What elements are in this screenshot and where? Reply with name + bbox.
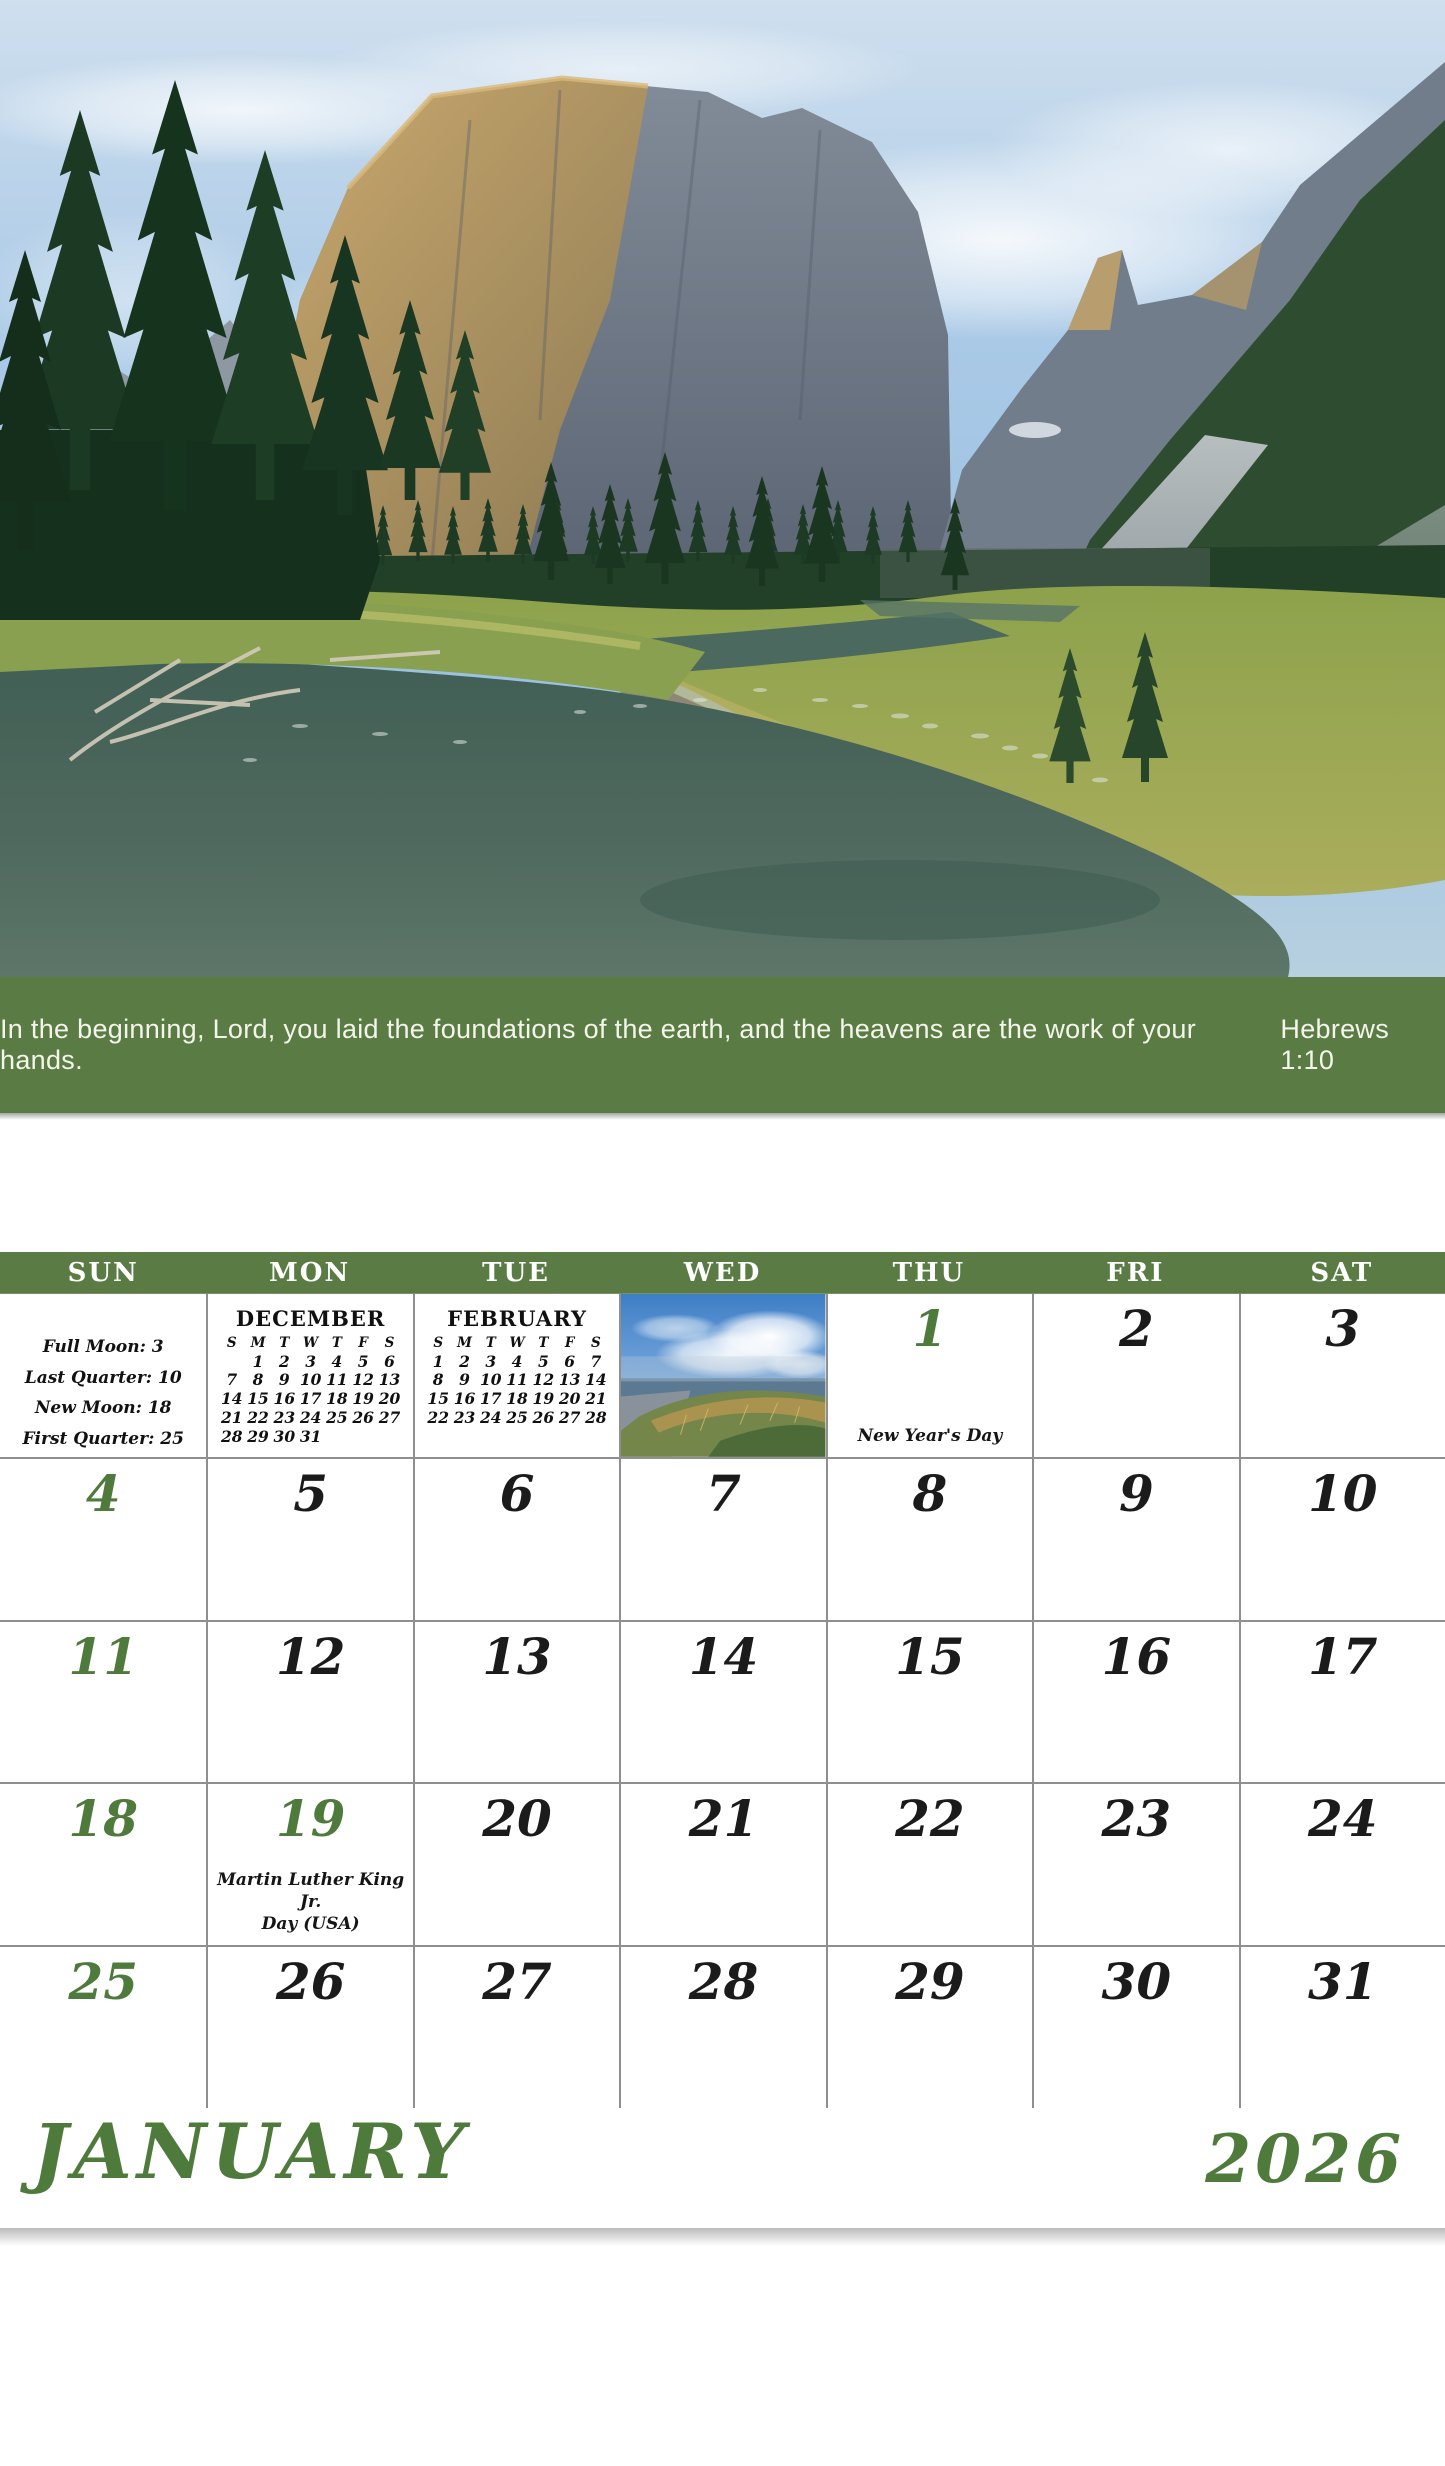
mini-calendar-grid [219, 1336, 403, 1446]
date-number: 1 [912, 1299, 948, 1358]
mini-date: 13 [378, 1370, 401, 1390]
calendar-cell [413, 1620, 619, 1783]
date-number: 11 [68, 1626, 138, 1686]
date-number: 22 [895, 1789, 965, 1849]
calendar-cell [1032, 1457, 1238, 1620]
calendar-cell [619, 1457, 825, 1620]
mini-date: 2 [459, 1351, 470, 1371]
date-number: 27 [482, 1952, 552, 2012]
date-number: 17 [1307, 1626, 1378, 1686]
mini-date: 10 [299, 1370, 322, 1390]
mini-date: 5 [537, 1351, 549, 1371]
calendar-cell [826, 1945, 1032, 2108]
mini-date: 6 [564, 1351, 576, 1371]
calendar-cell [619, 1620, 825, 1783]
mini-date [376, 1428, 402, 1446]
date-number: 5 [293, 1463, 329, 1523]
mini-date: 17 [299, 1389, 322, 1409]
calendar-cell [1239, 1620, 1445, 1783]
mini-date: 12 [532, 1370, 555, 1390]
mini-date: 14 [585, 1370, 607, 1390]
mini-date: 20 [558, 1389, 581, 1409]
mini-date: 21 [585, 1389, 607, 1409]
mini-calendar-february [415, 1306, 619, 1427]
mini-day-letter: T [279, 1335, 290, 1351]
mini-calendar-title: DECEMBER [235, 1306, 386, 1331]
mini-date: 15 [247, 1389, 269, 1409]
mini-date: 17 [479, 1389, 502, 1409]
date-number: 16 [1101, 1626, 1172, 1686]
mini-date: 26 [352, 1407, 374, 1427]
moon-phase-line: New Moon: 18 [34, 1398, 172, 1419]
calendar-cell [0, 1457, 206, 1620]
calendar-cell [1239, 1945, 1445, 2108]
day-header-tue: TUE [482, 1257, 550, 1288]
calendar-cell [619, 1945, 825, 2108]
mini-date: 16 [453, 1389, 476, 1409]
calendar-cell [826, 1457, 1032, 1620]
date-number: 10 [1307, 1463, 1378, 1523]
mini-date: 30 [273, 1426, 296, 1446]
calendar-cell [413, 1945, 619, 2108]
mini-date: 19 [532, 1389, 555, 1409]
date-number: 31 [1307, 1952, 1378, 2012]
mini-date: 24 [479, 1407, 502, 1427]
date-number: 26 [275, 1952, 346, 2012]
mini-date: 27 [378, 1407, 401, 1427]
calendar-cell [1239, 1457, 1445, 1620]
mini-day-letter: T [538, 1335, 549, 1351]
mini-calendar-grid [425, 1336, 609, 1427]
holiday-label: Martin Luther King Jr. Day (USA) [217, 1869, 405, 1935]
mini-date: 16 [273, 1389, 296, 1409]
mini-date: 4 [331, 1351, 343, 1371]
calendar-grid [0, 1294, 1445, 2108]
mini-day-letter: S [226, 1335, 237, 1351]
day-header-mon: MON [269, 1257, 351, 1288]
mini-date: 9 [459, 1370, 470, 1390]
calendar-cell [413, 1782, 619, 1945]
calendar-cell [826, 1782, 1032, 1945]
calendar-cell [206, 1782, 412, 1945]
date-number: 9 [1118, 1463, 1154, 1523]
mini-date: 7 [226, 1370, 238, 1390]
mini-date: 1 [432, 1351, 444, 1371]
date-number: 2 [1118, 1299, 1154, 1358]
mini-date: 28 [220, 1426, 243, 1446]
mini-day-letter: S [384, 1335, 395, 1351]
mini-date: 29 [247, 1426, 269, 1446]
date-number: 3 [1325, 1299, 1361, 1358]
day-header-sun: SUN [67, 1257, 139, 1288]
day-header-sat: SAT [1310, 1257, 1374, 1288]
calendar-cell [206, 1945, 412, 2108]
mini-date: 6 [384, 1351, 395, 1371]
date-number: 23 [1101, 1789, 1172, 1849]
hero-photo [0, 0, 1445, 977]
mini-date: 19 [352, 1389, 374, 1409]
beach-dunes-thumbnail-photo [621, 1294, 825, 1457]
date-number: 18 [68, 1789, 138, 1849]
verse-bar [0, 977, 1445, 1113]
calendar-cell [206, 1620, 412, 1783]
mini-date: 26 [532, 1407, 555, 1427]
mini-day-letter: T [485, 1335, 496, 1351]
mini-day-letter: F [358, 1335, 368, 1351]
mini-date: 24 [299, 1407, 322, 1427]
mini-date: 2 [278, 1351, 290, 1371]
calendar-cell [0, 1945, 206, 2108]
year-label: 2026 [1205, 2120, 1405, 2198]
date-number: 12 [275, 1626, 346, 1686]
mini-date: 22 [427, 1407, 449, 1427]
mini-date: 18 [506, 1389, 528, 1409]
mini-date: 13 [558, 1370, 581, 1390]
mini-day-letter: S [591, 1335, 601, 1351]
mini-date: 20 [378, 1389, 401, 1409]
mini-date: 25 [506, 1407, 528, 1427]
date-number: 13 [482, 1626, 552, 1686]
mini-date: 14 [220, 1389, 243, 1409]
mini-date [219, 1353, 245, 1371]
mini-date: 8 [432, 1370, 444, 1390]
mini-day-letter: M [457, 1335, 472, 1351]
date-number: 19 [275, 1789, 346, 1849]
moon-phase-line: Last Quarter: 10 [24, 1367, 182, 1388]
mini-date: 23 [273, 1407, 296, 1427]
mini-date: 18 [326, 1389, 348, 1409]
mini-date: 11 [506, 1370, 528, 1390]
day-header-thu: THU [892, 1257, 966, 1288]
calendar-cell [1032, 1620, 1238, 1783]
calendar-cell [1239, 1294, 1445, 1457]
mini-date: 7 [590, 1351, 602, 1371]
mini-day-letter: W [509, 1335, 525, 1351]
calendar-cell [826, 1620, 1032, 1783]
calendar-cell [619, 1782, 825, 1945]
mini-calendar-title: FEBRUARY [447, 1306, 587, 1331]
mini-date: 25 [326, 1407, 348, 1427]
mini-day-letter: T [331, 1335, 342, 1351]
calendar-cell [0, 1294, 206, 1457]
calendar-cell [413, 1457, 619, 1620]
calendar-cell [0, 1782, 206, 1945]
mini-date: 9 [278, 1370, 290, 1390]
mini-date: 8 [252, 1370, 264, 1390]
mountain-river-photo-illustration [0, 0, 1445, 977]
mini-date: 4 [511, 1351, 523, 1371]
moon-phase-line: First Quarter: 25 [22, 1428, 184, 1449]
date-number: 8 [912, 1463, 948, 1523]
mini-date: 1 [252, 1351, 264, 1371]
holiday-label: New Year's Day [857, 1425, 1003, 1446]
calendar-cell [1032, 1782, 1238, 1945]
verse-reference: Hebrews 1:10 [1280, 1014, 1390, 1075]
date-number: 25 [68, 1952, 138, 2012]
date-number: 28 [688, 1952, 759, 2012]
moon-phase-line: Full Moon: 3 [42, 1337, 164, 1357]
mini-date: 23 [453, 1407, 476, 1427]
date-number: 24 [1307, 1789, 1378, 1849]
page-bottom-shadow [0, 2228, 1445, 2246]
mini-date [350, 1428, 376, 1446]
mini-day-letter: W [303, 1335, 319, 1351]
month-title: JANUARY [32, 2107, 470, 2196]
mini-date: 22 [247, 1407, 269, 1427]
date-number: 4 [85, 1463, 121, 1523]
mini-date: 11 [326, 1370, 348, 1390]
mini-day-letter: F [564, 1335, 575, 1351]
mini-date: 27 [558, 1407, 581, 1427]
mini-calendar-december [208, 1306, 412, 1446]
calendar-cell [206, 1294, 412, 1457]
calendar-cell [0, 1620, 206, 1783]
mini-date: 5 [357, 1351, 369, 1371]
calendar-cell [826, 1294, 1032, 1457]
date-number: 30 [1101, 1952, 1172, 2012]
top-sheet-edge-shadow [0, 1113, 1445, 1120]
mini-day-letter: M [250, 1335, 266, 1351]
mini-date: 10 [479, 1370, 502, 1390]
calendar-cell [619, 1294, 825, 1457]
calendar-cell [1239, 1782, 1445, 1945]
mini-date [324, 1428, 350, 1446]
mini-date: 12 [352, 1370, 374, 1390]
mini-date: 31 [299, 1426, 322, 1446]
date-number: 15 [895, 1626, 965, 1686]
calendar-cell [1032, 1294, 1238, 1457]
calendar-cell [1032, 1945, 1238, 2108]
date-number: 29 [895, 1952, 965, 2012]
mini-day-letter: S [433, 1335, 444, 1351]
mini-date: 28 [585, 1407, 607, 1427]
mini-date: 3 [485, 1351, 497, 1371]
verse-text: In the beginning, Lord, you laid the foundations of the earth, and the heavens are the work of your hands. [0, 1014, 1196, 1075]
mini-date: 3 [305, 1351, 317, 1371]
date-number: 7 [706, 1463, 741, 1523]
day-of-week-header [0, 1252, 1445, 1294]
day-header-fri: FRI [1106, 1257, 1165, 1288]
mini-date: 15 [427, 1389, 449, 1409]
moon-phase-block [0, 1332, 206, 1454]
mini-date: 21 [220, 1407, 243, 1427]
date-number: 20 [482, 1789, 552, 1849]
calendar-cell [206, 1457, 412, 1620]
date-number: 21 [688, 1789, 759, 1849]
date-number: 14 [688, 1626, 759, 1686]
date-number: 6 [499, 1463, 535, 1523]
calendar-cell [413, 1294, 619, 1457]
day-header-wed: WED [683, 1257, 762, 1288]
